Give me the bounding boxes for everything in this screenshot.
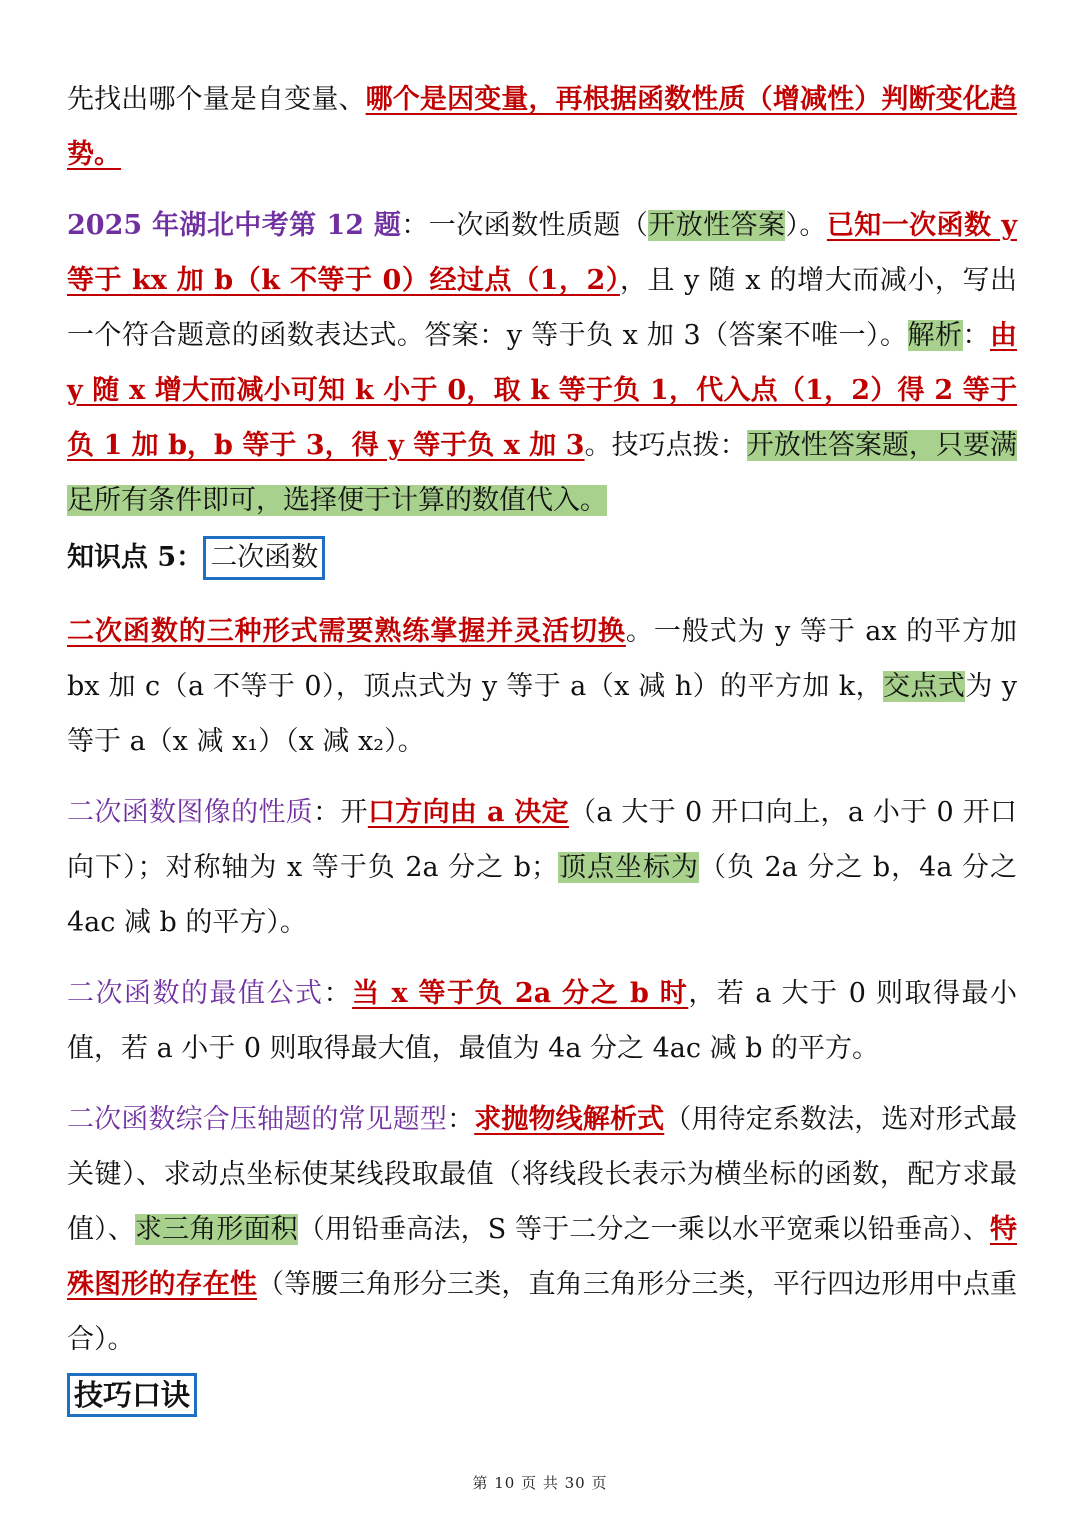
highlight-intercept-form: 交点式 [883,671,966,702]
paragraph-extreme-value [67,966,1017,1076]
subheading-purple: 二次函数图像的性质 [67,797,314,828]
text: （a 大于 0 开口向上，a 小于 0 开口向下）；对称轴为 x 等于负 2a 分之 b； [67,797,1018,883]
key-point-red: 哪个是因变量，再根据函数性质（增减性）判断变化趋势。 [67,84,1018,170]
section-label: 知识点 5： [67,542,204,573]
text: ：一次函数性质题（ [401,210,649,241]
tips-title-box: 技巧口诀 [67,1373,197,1417]
text: （负 2a 分之 b，4a 分之 4ac 减 b 的平方）。 [67,852,1017,938]
key-point-red: 当 x 等于负 2a 分之 b 时 [352,978,689,1009]
paragraph-graph-properties [67,785,1017,950]
subheading-purple: 二次函数的最值公式 [67,978,324,1009]
section-title-box: 二次函数 [203,536,325,580]
text: 。一般式为 y 等于 ax 的平方加 bx 加 c（a 不等于 0），顶点式为 y 等于 a（x 减 h）的平方加 k， [67,616,1017,702]
question-stem-red: 已知一次函数 y 等于 kx 加 b（k 不等于 0）经过点（1，2） [67,210,1018,296]
text: ，若 a 大于 0 则取得最小值，若 a 小于 0 则取得最大值，最值为 4a 分之 4ac 减 b 的平方。 [67,978,1018,1064]
text: ： [323,978,353,1009]
highlight-tip: 开放性答案题，只要满足所有条件即可，选择便于计算的数值代入。 [67,430,1018,516]
key-point-red: 二次函数的三种形式需要熟练掌握并灵活切换 [67,616,626,647]
text: ： [962,320,991,351]
text: ）。 [785,210,827,241]
highlight-open-answer: 开放性答案 [648,210,786,241]
key-point-red: 求抛物线解析式 [474,1104,665,1135]
paragraph-question-types [67,1092,1017,1367]
key-point-red: 口方向由 a 决定 [367,797,569,828]
highlight-vertex: 顶点坐标为 [558,852,699,883]
page-footer: 第 10 页 共 30 页 [472,1474,608,1492]
text: （用待定系数法，选对形式最关键）、求动点坐标使某线段取最值（将线段长表示为横坐标的函数，配方求最值）、 [67,1104,1018,1245]
paragraph-variable-trend [67,72,1017,182]
highlight-triangle-area: 求三角形面积 [134,1214,298,1245]
tips-heading [67,1367,1017,1427]
text: ，且 y 随 x 的增大而减小，写出一个符合题意的函数表达式。答案：y 等于负 x 加 3（答案不唯一）。 [67,265,1018,351]
analysis-red: 由 y 随 x 增大而减小可知 k 小于 0，取 k 等于负 1，代入点（1，2）得 2 等于负 1 加 b，b 等于 3，得 y 等于负 x 加 3 [67,320,1018,461]
key-point-red: 特殊图形的存在性 [67,1214,1017,1300]
text: （用铅垂高法，S 等于二分之一乘以水平宽乘以铅垂高）、 [297,1214,990,1245]
highlight-analysis: 解析 [907,320,963,351]
subheading-purple: 二次函数综合压轴题的常见题型 [67,1104,448,1135]
text: （等腰三角形分三类，直角三角形分三类，平行四边形用中点重合）。 [67,1269,1018,1355]
text: 先找出哪个量是自变量、 [67,84,366,115]
text: ：开 [313,797,368,828]
page-content [67,72,1017,1427]
text: ： [447,1104,475,1135]
paragraph-three-forms [67,604,1017,769]
question-source: 2025 年湖北中考第 12 题 [67,210,402,241]
text: 。技巧点拨： [584,430,747,461]
text: 为 y 等于 a（x 减 x₁）（x 减 x₂）。 [67,671,1018,757]
section-heading-5 [67,528,1017,588]
paragraph-hubei-question [67,198,1017,528]
